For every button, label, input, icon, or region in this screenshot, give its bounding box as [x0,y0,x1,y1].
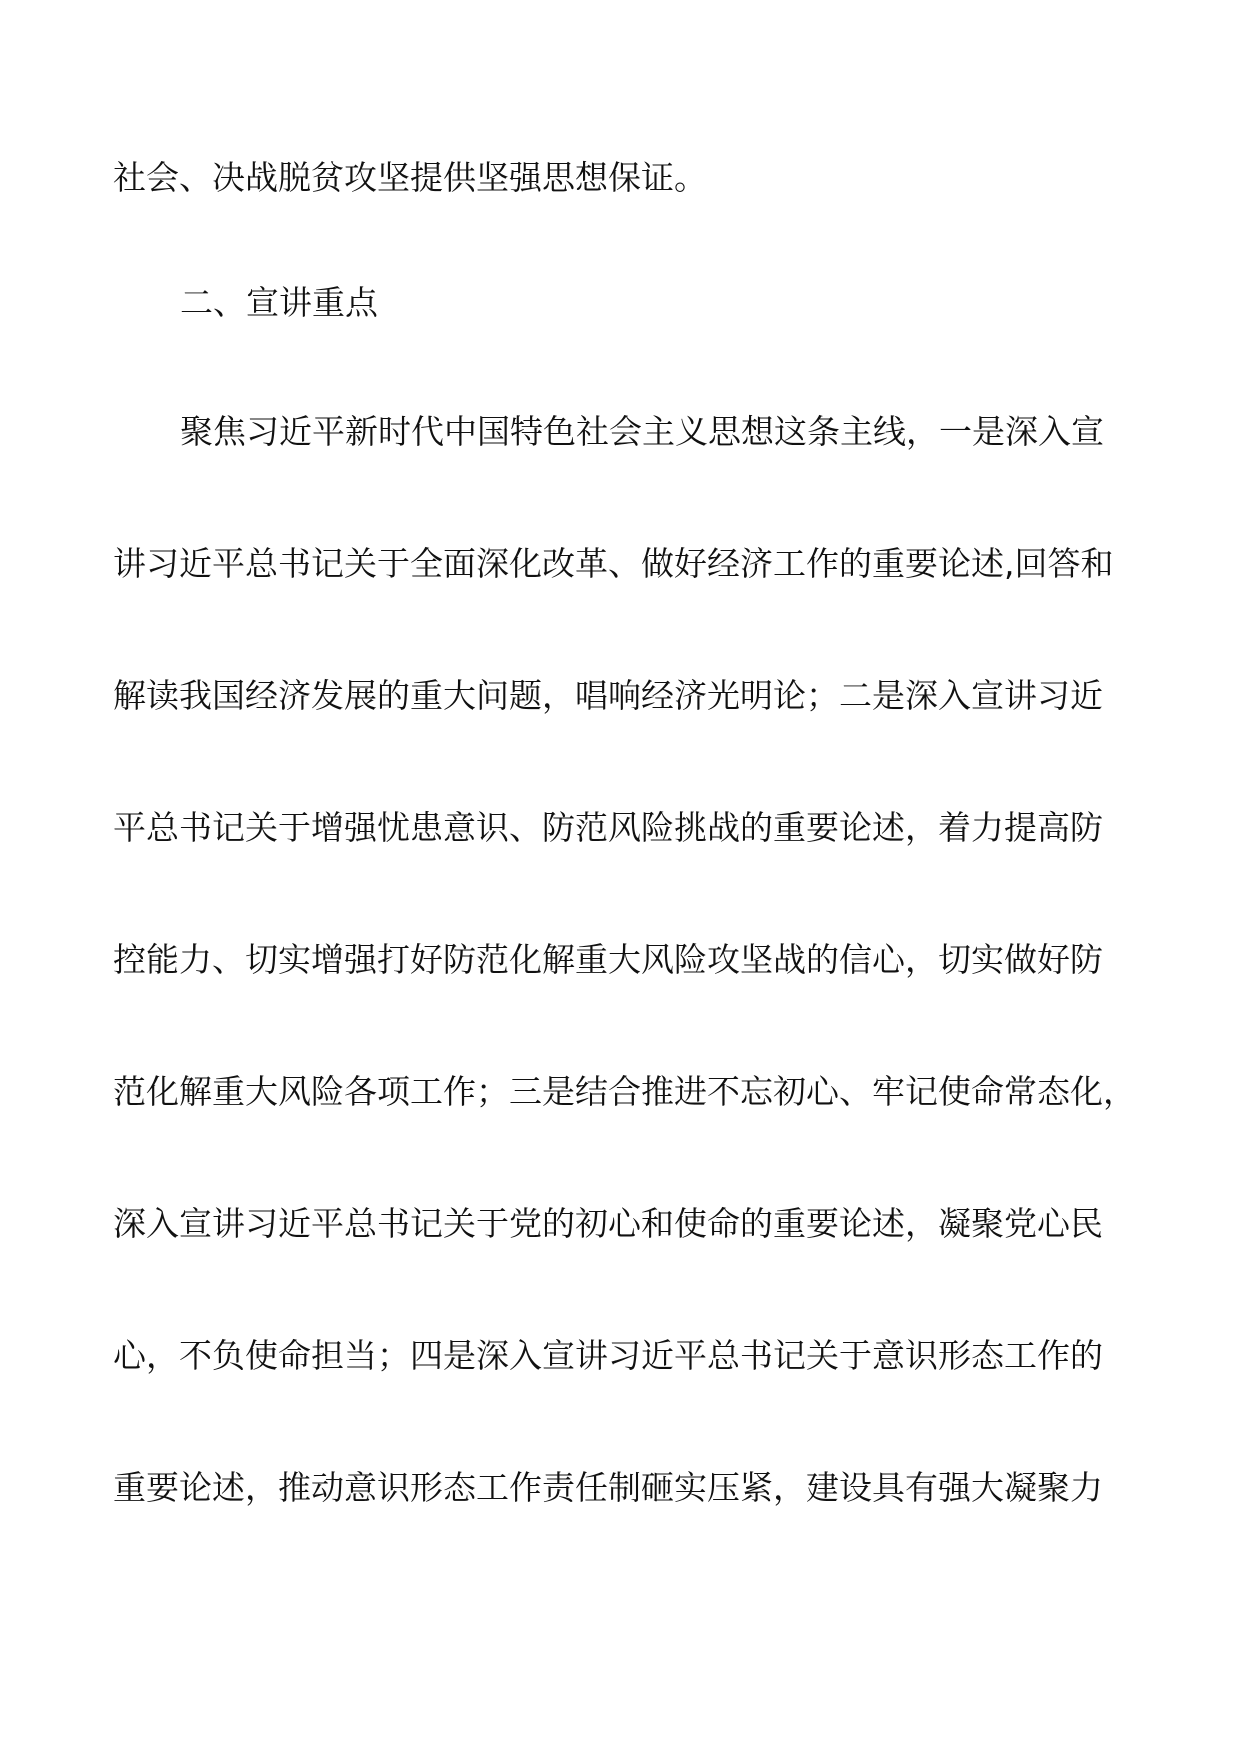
paragraph-line: 控能力、切实增强打好防范化解重大风险攻坚战的信心，切实做好防 [113,940,1103,979]
paragraph-line: 聚焦习近平新时代中国特色社会主义思想这条主线，一是深入宣 [180,412,1104,451]
paragraph-line: 心，不负使命担当；四是深入宣讲习近平总书记关于意识形态工作的 [113,1336,1103,1375]
paragraph-line: 深入宣讲习近平总书记关于党的初心和使命的重要论述，凝聚党心民 [113,1204,1103,1243]
paragraph-line: 重要论述，推动意识形态工作责任制砸实压紧，建设具有强大凝聚力 [113,1468,1103,1507]
paragraph-line: 范化解重大风险各项工作；三是结合推进不忘初心、牢记使命常态化， [113,1072,1136,1111]
section-heading: 二、宣讲重点 [180,283,378,322]
paragraph-line: 讲习近平总书记关于全面深化改革、做好经济工作的重要论述,回答和 [113,544,1114,583]
paragraph-continuation-line: 社会、决战脱贫攻坚提供坚强思想保证。 [113,158,707,197]
paragraph-line: 平总书记关于增强忧患意识、防范风险挑战的重要论述，着力提高防 [113,808,1103,847]
paragraph-line: 解读我国经济发展的重大问题，唱响经济光明论；二是深入宣讲习近 [113,676,1103,715]
